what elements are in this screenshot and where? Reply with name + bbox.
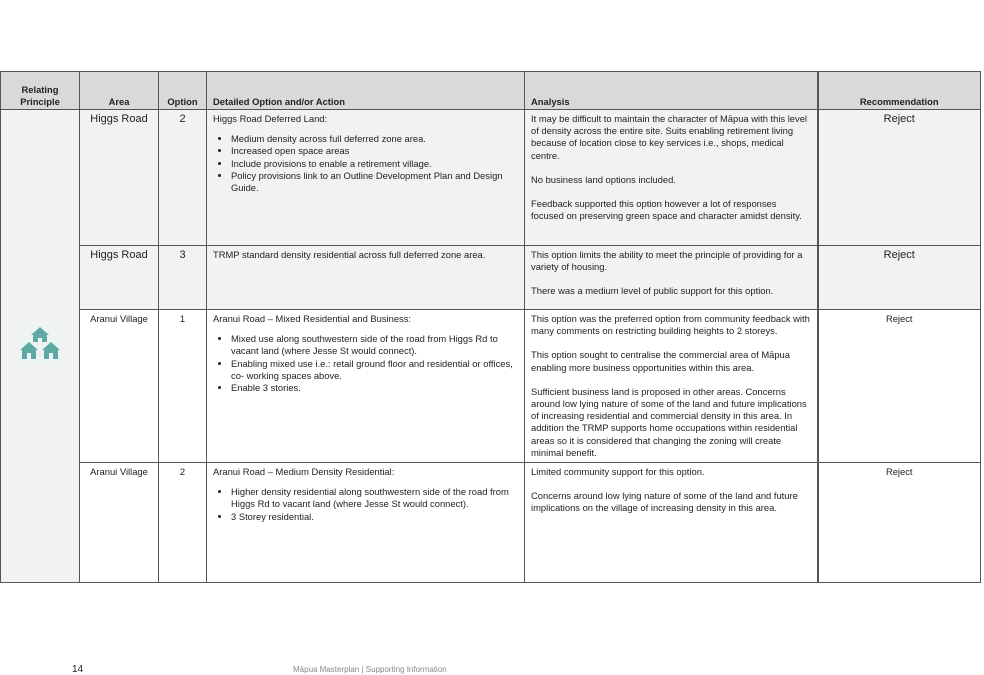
detail-title: TRMP standard density residential across full deferred zone area.: [213, 249, 486, 260]
analysis-paragraph: Feedback supported this option however a lot of responses focused on preserving green space and character amidst density.: [531, 198, 802, 222]
row-recommendation: Reject: [818, 463, 981, 583]
row-detail: [207, 110, 525, 246]
detail-list: [213, 333, 518, 394]
row-option: 3: [159, 246, 207, 310]
list-item: • Include provisions to enable a retirement village.: [231, 158, 518, 170]
row-recommendation: Reject: [818, 310, 981, 463]
analysis-paragraph: There was a medium level of public support for this option.: [531, 285, 774, 297]
analysis-paragraph: Concerns around low lying nature of some of the land and future implications on the village of increasing density in this area.: [531, 490, 798, 514]
table-header-row: [1, 72, 981, 110]
page-number: 14: [72, 664, 84, 675]
analysis-paragraph: Sufficient business land is proposed in other areas. Concerns around low lying nature of some of the land and future implications of increasing residential and commercial density in this area. In addition the TRMP supports home occupations within residential areas so it is considered that changing the zoning will create minimal benefit.: [531, 385, 807, 458]
row-option: 2: [159, 110, 207, 246]
row-detail: [207, 463, 525, 583]
options-table: [0, 71, 981, 583]
table-row: [1, 463, 981, 583]
header-area: Area: [80, 72, 159, 110]
row-option: 1: [159, 310, 207, 463]
row-analysis: [525, 246, 818, 310]
row-detail: [207, 246, 525, 310]
row-analysis: [525, 463, 818, 583]
analysis-paragraph: No business land options included.: [531, 173, 676, 185]
row-analysis: [525, 310, 818, 463]
list-item: • Policy provisions link to an Outline Development Plan and Design Guide.: [231, 170, 518, 194]
row-analysis: [525, 110, 818, 246]
row-detail: [207, 310, 525, 463]
row-recommendation: Reject: [818, 110, 981, 246]
detail-list: [213, 486, 518, 523]
footer-text: Māpua Masterplan | Supporting Information: [293, 665, 447, 674]
detail-title: Aranui Road – Mixed Residential and Business:: [213, 313, 412, 324]
analysis-paragraph: Limited community support for this option.: [531, 466, 705, 478]
analysis-paragraph: This option sought to centralise the commercial area of Māpua enabling more business opportunities within this area.: [531, 349, 790, 373]
list-item: • Medium density across full deferred zone area.: [231, 133, 518, 145]
list-item: • Mixed use along southwestern side of the road from Higgs Rd to vacant land (where Jesse St would connect).: [231, 333, 518, 357]
row-recommendation: Reject: [818, 246, 981, 310]
analysis-paragraph: This option was the preferred option from community feedback with many comments on restricting building heights to 2 storeys.: [531, 313, 810, 337]
row-option: 2: [159, 463, 207, 583]
table-row: [1, 110, 981, 246]
list-item: • Higher density residential along southwestern side of the road from Higgs Rd to vacant land (where Jesse St would connect).: [231, 486, 518, 510]
detail-title: Higgs Road Deferred Land:: [213, 113, 328, 124]
list-item: • Enable 3 stories.: [231, 382, 518, 394]
analysis-paragraph: It may be difficult to maintain the character of Māpua with this level of density across the entire site. Suits enabling retirement living because of location close to key services i.e., shops, medical centre.: [531, 113, 808, 161]
header-recommendation: Recommendation: [818, 72, 981, 110]
detail-title: Aranui Road – Medium Density Residential:: [213, 466, 395, 478]
header-principle: Relating Principle: [1, 72, 80, 110]
table-row: [1, 246, 981, 310]
list-item: • 3 Storey residential.: [231, 511, 518, 523]
analysis-paragraph: This option limits the ability to meet the principle of providing for a variety of housing.: [531, 249, 803, 273]
row-area: Higgs Road: [80, 246, 159, 310]
houses-icon: [18, 324, 62, 364]
header-option: Option: [159, 72, 207, 110]
table-row: [1, 310, 981, 463]
header-analysis: Analysis: [525, 72, 818, 110]
list-item: • Enabling mixed use i.e.: retail ground floor and residential or offices, co- working spaces above.: [231, 358, 518, 382]
detail-list: [213, 133, 518, 194]
list-item: • Increased open space areas: [231, 145, 518, 157]
row-area: Aranui Village: [80, 463, 159, 583]
row-area: Higgs Road: [80, 110, 159, 246]
header-detail: Detailed Option and/or Action: [207, 72, 525, 110]
row-area: Aranui Village: [80, 310, 159, 463]
principle-cell: [1, 110, 80, 583]
